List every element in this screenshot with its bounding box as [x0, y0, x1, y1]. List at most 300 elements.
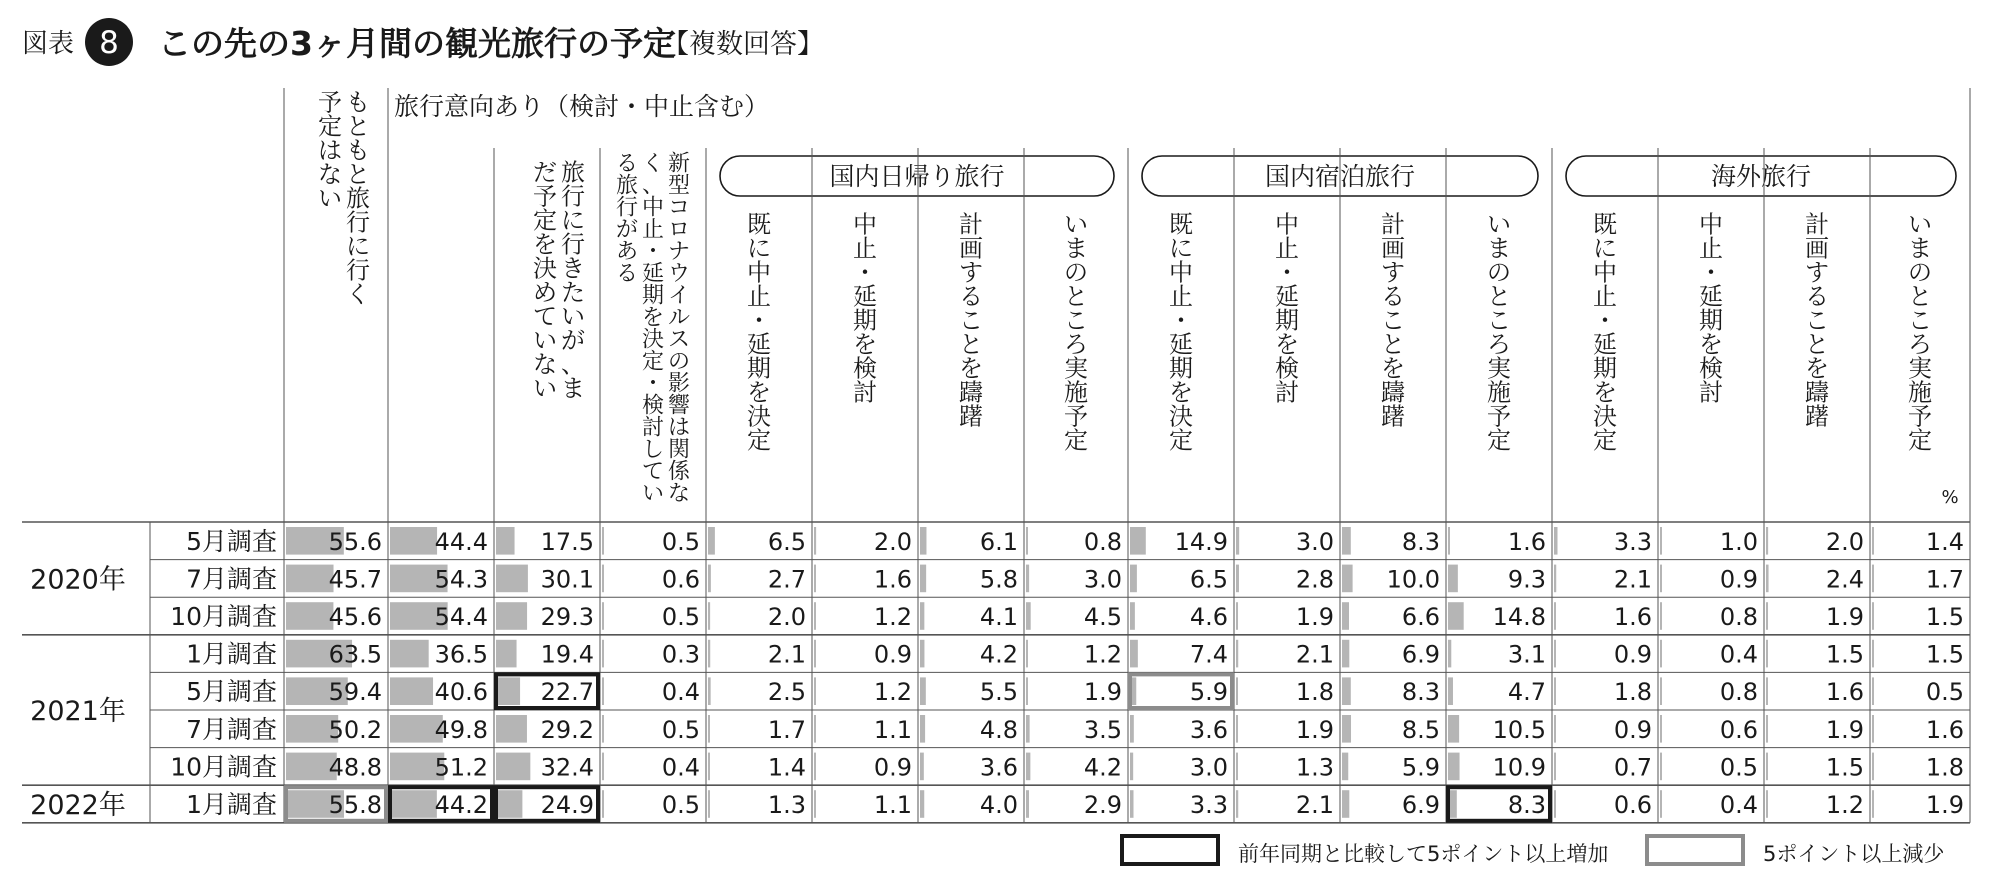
value-bar	[1236, 565, 1239, 593]
header-subcolumn: こ	[1064, 306, 1088, 335]
value-label: 2.5	[767, 678, 806, 707]
value-label: 14.8	[1492, 603, 1546, 631]
header-subcolumn: を	[1805, 354, 1829, 383]
value-bar	[1766, 790, 1768, 818]
value-label: 17.5	[540, 527, 594, 556]
group-header-label: 海外旅行	[1710, 162, 1812, 191]
value-bar	[1554, 753, 1556, 781]
value-label: 0.5	[1719, 753, 1758, 782]
header-subcolumn: を	[1699, 330, 1723, 359]
value-label: 10.5	[1492, 715, 1546, 744]
value-bar	[1766, 565, 1769, 593]
value-bar	[1660, 602, 1662, 630]
value-label: 0.5	[1925, 678, 1964, 707]
value-bar	[1660, 527, 1662, 555]
header-subcolumn: 決	[1169, 402, 1193, 431]
header-undecided: い	[561, 302, 585, 331]
value-label: 0.9	[1719, 565, 1758, 594]
value-bar	[496, 602, 527, 630]
value-label: 3.0	[1083, 565, 1122, 594]
header-no-plan: 行	[346, 256, 370, 285]
header-no-plan: は	[318, 136, 342, 165]
value-bar	[390, 640, 429, 668]
header-subcolumn: 画	[1381, 234, 1405, 263]
header-subcolumn: 止	[1169, 282, 1193, 311]
value-label: 50.2	[328, 715, 382, 744]
value-label: 2.8	[1295, 565, 1334, 594]
header-subcolumn: ま	[1487, 234, 1511, 263]
header-subcolumn: を	[1275, 330, 1299, 359]
header-subcolumn: ろ	[1908, 330, 1932, 359]
value-bar	[1130, 565, 1137, 593]
header-subcolumn: 中	[747, 258, 771, 287]
header-unaffected: ウ	[667, 261, 691, 287]
value-label: 44.4	[434, 527, 488, 556]
header-subcolumn: ・	[747, 306, 771, 335]
value-bar	[1236, 753, 1238, 781]
survey-label: 10月調査	[170, 602, 277, 631]
value-bar	[1766, 715, 1768, 743]
header-subcolumn: す	[1381, 258, 1405, 287]
header-unaffected: コ	[667, 195, 691, 221]
value-label: 0.9	[873, 640, 912, 669]
value-label: 6.9	[1401, 791, 1440, 819]
group-header-label: 国内日帰り旅行	[829, 162, 1005, 191]
header-no-plan: 旅	[346, 184, 370, 213]
value-label: 0.4	[661, 678, 700, 707]
header-no-plan: 予	[318, 88, 342, 117]
year-label: 2021年	[30, 696, 126, 727]
header-unaffected: る	[615, 151, 639, 177]
value-label: 1.9	[1925, 791, 1964, 819]
header-unaffected: ス	[667, 327, 691, 353]
value-bar	[814, 715, 816, 743]
value-label: 4.6	[1189, 603, 1228, 631]
legend-decrease-label: 5ポイント以上減少	[1763, 842, 1945, 866]
value-label: 8.3	[1401, 678, 1440, 707]
header-subcolumn: 定	[747, 426, 771, 455]
header-subcolumn: と	[1487, 282, 1511, 311]
value-bar	[1554, 715, 1556, 743]
value-bar	[708, 790, 710, 818]
header-subcolumn: 予	[1908, 402, 1932, 431]
value-bar	[1236, 715, 1238, 743]
value-label: 48.8	[328, 753, 382, 782]
header-subcolumn: ・	[853, 258, 877, 287]
value-bar	[920, 715, 925, 743]
value-label: 55.6	[328, 527, 382, 556]
value-label: 1.6	[1507, 527, 1546, 556]
header-unaffected: ナ	[667, 239, 691, 265]
value-label: 4.5	[1083, 603, 1122, 631]
value-label: 30.1	[540, 565, 594, 594]
value-label: 29.3	[540, 603, 594, 631]
value-label: 2.9	[1083, 791, 1122, 819]
value-label: 2.1	[1295, 640, 1334, 669]
value-bar	[1872, 640, 1874, 668]
header-subcolumn: 止	[1593, 282, 1617, 311]
value-bar	[1554, 565, 1556, 593]
header-subcolumn: 期	[1169, 354, 1193, 383]
header-subcolumn: ・	[1593, 306, 1617, 335]
value-bar	[1130, 790, 1133, 818]
header-subcolumn: 延	[853, 282, 877, 311]
header-undecided: め	[533, 278, 557, 307]
value-label: 1.5	[1825, 640, 1864, 669]
value-bar	[1766, 640, 1768, 668]
header-unaffected: ル	[667, 305, 691, 331]
value-label: 8.5	[1401, 715, 1440, 744]
header-no-plan: も	[346, 88, 370, 117]
value-label: 3.6	[979, 753, 1018, 782]
value-label: 44.2	[434, 791, 488, 819]
value-label: 1.6	[1925, 715, 1964, 744]
value-label: 6.1	[979, 527, 1018, 556]
value-label: 24.9	[540, 791, 594, 819]
value-bar	[1872, 565, 1874, 593]
value-bar	[1872, 753, 1874, 781]
value-bar	[1130, 715, 1134, 743]
value-bar	[920, 753, 924, 781]
value-bar	[1554, 790, 1556, 818]
value-label: 0.4	[1719, 791, 1758, 819]
value-label: 6.9	[1401, 640, 1440, 669]
header-subcolumn: 検	[1275, 354, 1299, 383]
header-unaffected: 、	[641, 173, 665, 199]
header-unaffected: な	[667, 481, 691, 507]
value-label: 5.5	[979, 678, 1018, 707]
value-label: 6.5	[1189, 565, 1228, 594]
value-label: 1.7	[1925, 565, 1964, 594]
header-subcolumn: 既	[1169, 210, 1193, 239]
header-subcolumn: ま	[1064, 234, 1088, 263]
header-unaffected: 新	[667, 151, 691, 177]
value-bar	[814, 640, 816, 668]
value-label: 1.5	[1825, 753, 1864, 782]
header-undecided: に	[561, 206, 585, 235]
header-subcolumn: 中	[1169, 258, 1193, 287]
value-label: 10.0	[1386, 565, 1440, 594]
value-bar	[1872, 715, 1874, 743]
header-subcolumn: 止	[1275, 234, 1299, 263]
value-label: 49.8	[434, 715, 488, 744]
value-bar	[1342, 790, 1349, 818]
header-subcolumn: ろ	[1064, 330, 1088, 359]
header-subcolumn: 既	[747, 210, 771, 239]
value-label: 0.4	[661, 753, 700, 782]
value-bar	[602, 640, 604, 668]
value-bar	[1872, 602, 1874, 630]
survey-label: 1月調査	[186, 639, 277, 669]
value-label: 4.1	[979, 603, 1018, 631]
header-unaffected: 響	[667, 393, 691, 419]
header-undecided: い	[533, 374, 557, 403]
header-subcolumn: 検	[853, 354, 877, 383]
value-bar	[602, 677, 604, 705]
title-suffix: 【複数回答】	[662, 29, 824, 60]
value-label: 55.8	[328, 791, 382, 819]
header-subcolumn: に	[1593, 234, 1617, 263]
header-subcolumn: 決	[747, 402, 771, 431]
value-bar	[602, 715, 604, 743]
header-undecided: 、	[561, 350, 585, 379]
value-label: 0.8	[1719, 678, 1758, 707]
header-subcolumn: 躇	[959, 402, 983, 431]
header-subcolumn: す	[1805, 258, 1829, 287]
value-label: 3.0	[1189, 753, 1228, 782]
value-bar	[1448, 753, 1460, 781]
header-subcolumn: を	[1593, 378, 1617, 407]
header-unaffected: を	[641, 305, 665, 331]
value-label: 1.7	[767, 715, 806, 744]
value-bar	[496, 677, 520, 705]
value-bar	[814, 677, 816, 705]
header-subcolumn: 実	[1487, 354, 1511, 383]
value-label: 1.9	[1083, 678, 1122, 707]
value-bar	[708, 753, 710, 781]
value-label: 2.1	[767, 640, 806, 669]
survey-label: 7月調査	[186, 714, 277, 744]
value-label: 1.8	[1925, 753, 1964, 782]
value-label: 2.4	[1825, 565, 1864, 594]
header-unaffected: 期	[641, 283, 665, 309]
value-label: 29.2	[540, 715, 594, 744]
value-label: 22.7	[540, 678, 594, 707]
value-label: 10.9	[1492, 753, 1546, 782]
value-bar	[920, 565, 926, 593]
value-bar	[1342, 715, 1351, 743]
header-unaffected: 決	[641, 327, 665, 353]
value-label: 0.9	[873, 753, 912, 782]
header-subcolumn: と	[959, 330, 983, 359]
value-bar	[814, 753, 816, 781]
value-label: 1.6	[1825, 678, 1864, 707]
value-label: 1.3	[767, 791, 806, 819]
value-label: 1.9	[1295, 715, 1334, 744]
value-bar	[496, 753, 530, 781]
value-bar	[1026, 715, 1030, 743]
header-subcolumn: に	[747, 234, 771, 263]
header-subcolumn: 計	[959, 210, 983, 239]
header-undecided: て	[533, 302, 557, 331]
header-subcolumn: る	[959, 282, 983, 311]
header-undecided: 定	[533, 206, 557, 235]
header-unaffected: イ	[667, 283, 691, 309]
header-subcolumn: 期	[1275, 306, 1299, 335]
survey-label: 5月調査	[186, 677, 277, 707]
header-subcolumn: 予	[1487, 402, 1511, 431]
value-bar	[1872, 790, 1874, 818]
value-bar	[1130, 527, 1146, 555]
legend-increase-box	[1120, 834, 1220, 866]
header-subcolumn: こ	[1487, 306, 1511, 335]
value-bar	[286, 565, 334, 593]
value-label: 3.6	[1189, 715, 1228, 744]
header-subcolumn: の	[1064, 258, 1088, 287]
value-label: 14.9	[1174, 527, 1228, 556]
value-label: 59.4	[328, 678, 382, 707]
header-subcolumn: 検	[1699, 354, 1723, 383]
value-label: 3.5	[1083, 715, 1122, 744]
value-label: 19.4	[540, 640, 594, 669]
value-label: 0.5	[661, 791, 700, 819]
value-label: 51.2	[434, 753, 488, 782]
value-label: 0.4	[1719, 640, 1758, 669]
header-subcolumn: る	[1805, 282, 1829, 311]
value-label: 1.5	[1925, 640, 1964, 669]
value-label: 1.9	[1825, 603, 1864, 631]
unit-label: %	[1941, 487, 1959, 508]
value-bar	[1448, 565, 1458, 593]
value-label: 40.6	[434, 678, 488, 707]
value-bar	[1766, 602, 1768, 630]
header-subcolumn: こ	[1805, 306, 1829, 335]
value-label: 4.0	[979, 791, 1018, 819]
value-label: 1.4	[1925, 527, 1964, 556]
header-subcolumn: こ	[1381, 306, 1405, 335]
value-label: 0.7	[1613, 753, 1652, 782]
header-subcolumn: 定	[1064, 426, 1088, 455]
value-bar	[708, 602, 710, 630]
value-bar	[1236, 677, 1238, 705]
header-subcolumn: 討	[1275, 378, 1299, 407]
header-subcolumn: 延	[1593, 330, 1617, 359]
header-subcolumn: す	[959, 258, 983, 287]
value-label: 1.8	[1613, 678, 1652, 707]
value-label: 4.7	[1507, 678, 1546, 707]
header-subcolumn: 止	[853, 234, 877, 263]
header-subcolumn: 中	[1593, 258, 1617, 287]
header-unaffected: は	[667, 415, 691, 441]
header-subcolumn: 期	[853, 306, 877, 335]
header-subcolumn: 中	[1699, 210, 1723, 239]
survey-label: 5月調査	[186, 526, 277, 556]
header-subcolumn: 実	[1908, 354, 1932, 383]
value-label: 7.4	[1189, 640, 1228, 669]
header-no-plan: な	[318, 160, 342, 189]
value-bar	[1130, 753, 1133, 781]
header-undecided: 行	[561, 230, 585, 259]
value-label: 1.8	[1295, 678, 1334, 707]
header-subcolumn: 躊	[1381, 378, 1405, 407]
year-label: 2020年	[30, 564, 126, 596]
value-bar	[920, 790, 924, 818]
header-subcolumn: に	[1169, 234, 1193, 263]
value-label: 0.6	[1719, 715, 1758, 744]
header-subcolumn: 画	[1805, 234, 1829, 263]
value-label: 1.9	[1825, 715, 1864, 744]
value-bar	[1342, 602, 1349, 630]
value-label: 1.2	[873, 678, 912, 707]
value-bar	[1554, 602, 1556, 630]
value-label: 45.7	[328, 565, 382, 594]
year-label: 2022年	[30, 790, 126, 821]
value-bar	[1342, 640, 1349, 668]
value-label: 54.4	[434, 603, 488, 631]
value-bar	[602, 527, 604, 555]
value-label: 54.3	[434, 565, 488, 594]
value-label: 9.3	[1507, 565, 1546, 594]
value-bar	[286, 602, 333, 630]
value-bar	[1554, 677, 1556, 705]
survey-label: 10月調査	[170, 752, 277, 782]
header-subcolumn: 決	[1593, 402, 1617, 431]
legend	[1120, 834, 1980, 872]
header-subcolumn: 延	[1169, 330, 1193, 359]
value-bar	[814, 602, 816, 630]
header-subcolumn: 画	[959, 234, 983, 263]
value-label: 1.0	[1719, 527, 1758, 556]
value-bar	[814, 565, 816, 593]
header-subcolumn: と	[1805, 330, 1829, 359]
header-subcolumn: 実	[1064, 354, 1088, 383]
header-unaffected: 旅	[615, 173, 639, 199]
value-label: 36.5	[434, 640, 488, 669]
header-subcolumn: を	[1381, 354, 1405, 383]
header-unaffected: ロ	[667, 217, 691, 243]
header-unaffected: 定	[641, 349, 665, 375]
header-subcolumn: 討	[1699, 378, 1723, 407]
value-bar	[708, 640, 710, 668]
value-bar	[814, 790, 816, 818]
value-bar	[1660, 565, 1662, 593]
header-undecided: 行	[561, 182, 585, 211]
value-label: 0.5	[661, 527, 700, 556]
value-label: 5.8	[979, 565, 1018, 594]
header-subcolumn: を	[747, 378, 771, 407]
header-unaffected: あ	[615, 239, 639, 265]
table-grid	[22, 88, 1970, 823]
value-label: 6.6	[1401, 603, 1440, 631]
header-subcolumn: 延	[1699, 282, 1723, 311]
header-subcolumn: 定	[1908, 426, 1932, 455]
value-bar	[920, 640, 924, 668]
value-bar	[708, 715, 710, 743]
header-subcolumn: を	[1169, 378, 1193, 407]
legend-decrease-box	[1645, 834, 1745, 866]
value-bar	[602, 602, 604, 630]
header-subcolumn: ・	[1275, 258, 1299, 287]
header-subcolumn: 期	[747, 354, 771, 383]
header-subcolumn: 躊	[1805, 378, 1829, 407]
header-undecided: な	[533, 350, 557, 379]
value-label: 8.3	[1507, 791, 1546, 819]
value-label: 2.0	[767, 603, 806, 631]
value-label: 45.6	[328, 603, 382, 631]
header-undecided: い	[533, 326, 557, 355]
value-label: 1.5	[1925, 603, 1964, 631]
header-subcolumn: 定	[1487, 426, 1511, 455]
header-no-plan: と	[346, 112, 370, 141]
table-header	[318, 88, 1959, 508]
header-unaffected: 行	[615, 195, 639, 221]
header-unaffected: 討	[641, 415, 665, 441]
value-bar	[602, 753, 604, 781]
header-undecided: が	[561, 326, 585, 355]
value-bar	[1554, 640, 1556, 668]
value-bar	[1448, 677, 1453, 705]
header-undecided: 旅	[561, 158, 585, 187]
value-label: 0.8	[1083, 527, 1122, 556]
survey-label: 7月調査	[186, 564, 277, 594]
value-label: 63.5	[328, 640, 382, 669]
header-no-plan: 定	[318, 112, 342, 141]
value-bar	[496, 565, 528, 593]
header-subcolumn: こ	[959, 306, 983, 335]
value-label: 0.9	[1613, 640, 1652, 669]
header-no-plan: に	[346, 232, 370, 261]
value-bar	[1130, 602, 1135, 630]
